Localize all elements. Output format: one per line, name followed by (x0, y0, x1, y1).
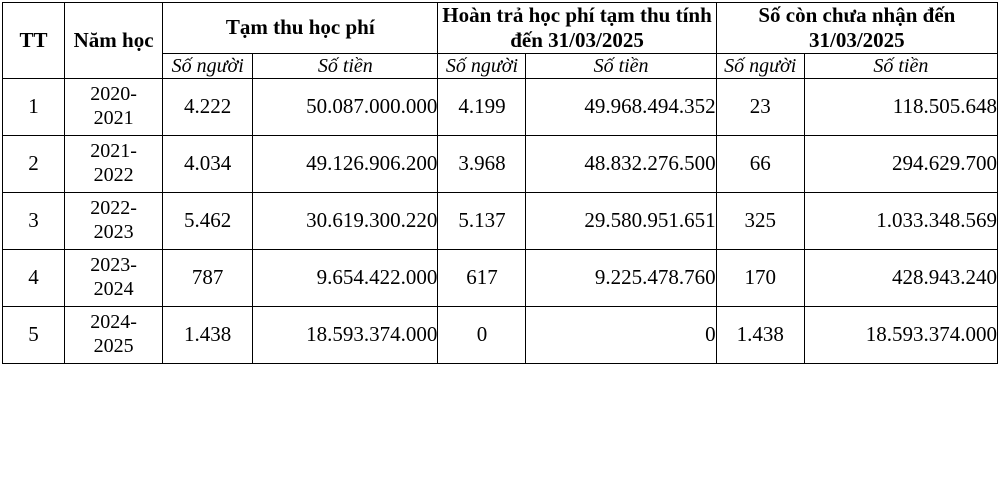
cell-tt: 3 (3, 192, 65, 249)
cell-tt: 2 (3, 135, 65, 192)
table-row (3, 135, 998, 192)
year-line-2: 2022 (93, 163, 134, 186)
cell-school-year (65, 249, 163, 306)
cell-refund-amount: 0 (526, 306, 716, 363)
cell-tt: 5 (3, 306, 65, 363)
cell-refund-people: 3.968 (438, 135, 526, 192)
header-group-temp-collect: Tạm thu học phí (163, 3, 438, 54)
year-line-2: 2024 (93, 277, 134, 300)
cell-refund-people: 617 (438, 249, 526, 306)
cell-temp-amount: 30.619.300.220 (253, 192, 438, 249)
year-line-1: 2021- (90, 139, 137, 162)
cell-remain-amount: 18.593.374.000 (804, 306, 997, 363)
table-row (3, 78, 998, 135)
cell-remain-people: 170 (716, 249, 804, 306)
header-refund-people: Số người (438, 53, 526, 78)
cell-remain-amount: 118.505.648 (804, 78, 997, 135)
cell-refund-amount: 48.832.276.500 (526, 135, 716, 192)
year-line-1: 2023- (90, 253, 137, 276)
year-line-1: 2024- (90, 310, 137, 333)
year-line-1: 2020- (90, 82, 137, 105)
cell-remain-amount: 1.033.348.569 (804, 192, 997, 249)
cell-tt: 4 (3, 249, 65, 306)
cell-refund-people: 0 (438, 306, 526, 363)
header-tt: TT (3, 3, 65, 79)
year-line-2: 2021 (93, 106, 134, 129)
header-remain-amount: Số tiền (804, 53, 997, 78)
header-temp-amount: Số tiền (253, 53, 438, 78)
year-line-2: 2023 (93, 220, 134, 243)
cell-remain-people: 23 (716, 78, 804, 135)
cell-temp-people: 787 (163, 249, 253, 306)
table-body (3, 78, 998, 363)
tuition-fee-table (2, 2, 998, 364)
cell-tt: 1 (3, 78, 65, 135)
header-row-groups (3, 3, 998, 54)
cell-refund-amount: 9.225.478.760 (526, 249, 716, 306)
table-row (3, 306, 998, 363)
header-group-remaining: Số còn chưa nhận đến 31/03/2025 (716, 3, 997, 54)
cell-temp-people: 5.462 (163, 192, 253, 249)
cell-remain-amount: 294.629.700 (804, 135, 997, 192)
cell-remain-people: 325 (716, 192, 804, 249)
header-temp-people: Số người (163, 53, 253, 78)
header-group-refund: Hoàn trả học phí tạm thu tính đến 31/03/2025 (438, 3, 716, 54)
header-remain-people: Số người (716, 53, 804, 78)
cell-remain-people: 66 (716, 135, 804, 192)
table-header (3, 3, 998, 79)
cell-temp-people: 4.034 (163, 135, 253, 192)
table-row (3, 192, 998, 249)
cell-school-year (65, 306, 163, 363)
year-line-2: 2025 (93, 334, 134, 357)
cell-school-year (65, 135, 163, 192)
cell-temp-amount: 49.126.906.200 (253, 135, 438, 192)
cell-temp-amount: 18.593.374.000 (253, 306, 438, 363)
cell-temp-people: 4.222 (163, 78, 253, 135)
year-line-1: 2022- (90, 196, 137, 219)
document-page (0, 2, 1000, 486)
header-school-year: Năm học (65, 3, 163, 79)
cell-temp-amount: 9.654.422.000 (253, 249, 438, 306)
cell-school-year (65, 192, 163, 249)
cell-temp-people: 1.438 (163, 306, 253, 363)
cell-remain-people: 1.438 (716, 306, 804, 363)
header-refund-amount: Số tiền (526, 53, 716, 78)
cell-refund-people: 4.199 (438, 78, 526, 135)
cell-remain-amount: 428.943.240 (804, 249, 997, 306)
cell-refund-people: 5.137 (438, 192, 526, 249)
cell-refund-amount: 49.968.494.352 (526, 78, 716, 135)
cell-refund-amount: 29.580.951.651 (526, 192, 716, 249)
cell-school-year (65, 78, 163, 135)
table-row (3, 249, 998, 306)
cell-temp-amount: 50.087.000.000 (253, 78, 438, 135)
